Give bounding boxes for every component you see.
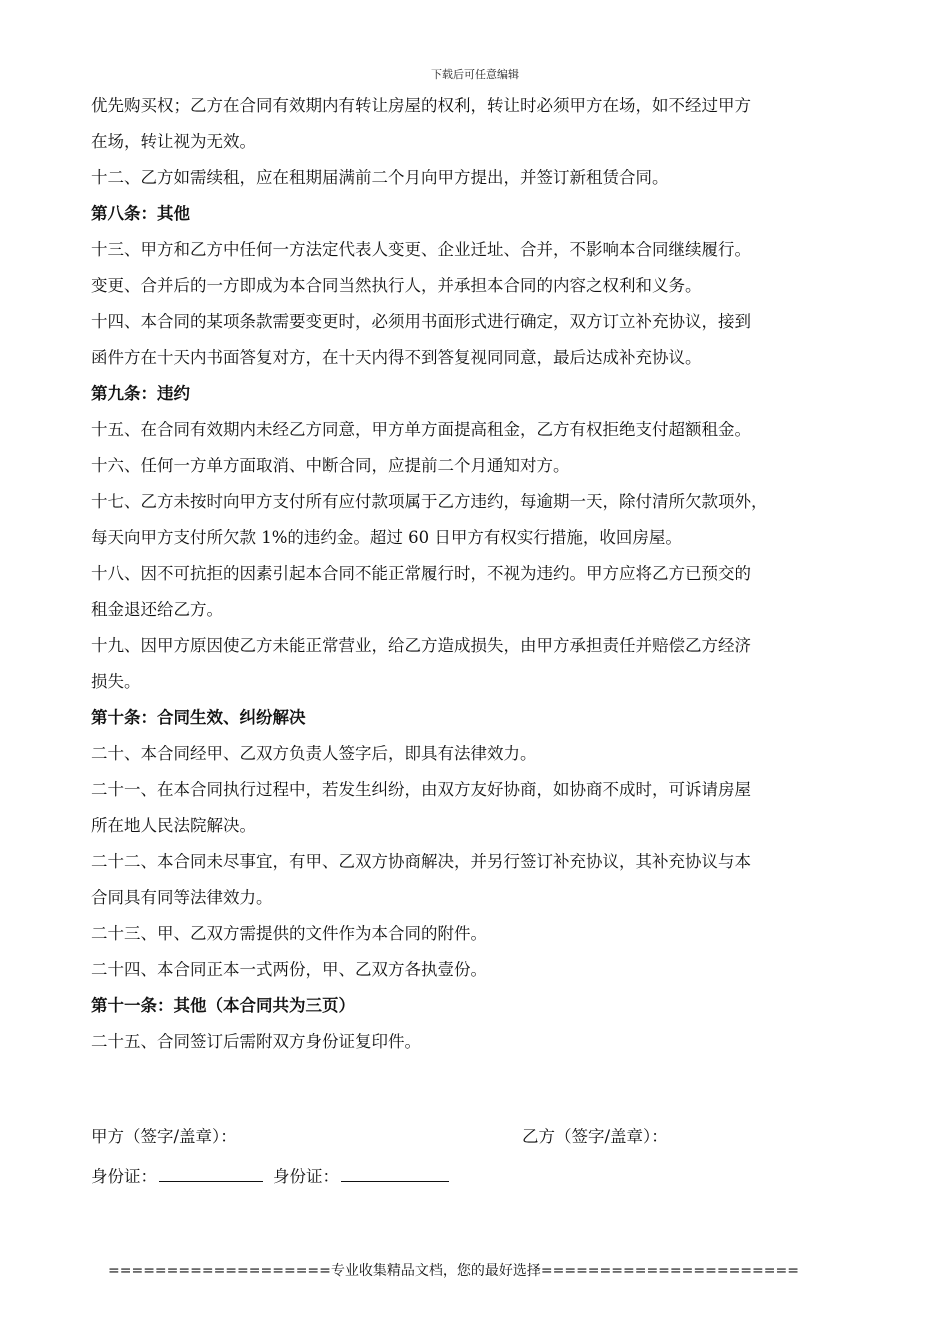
section-heading: 第十条：合同生效、纠纷解决 bbox=[91, 708, 306, 727]
clause-line: 合同具有同等法律效力。 bbox=[91, 888, 273, 907]
id-row bbox=[91, 1161, 459, 1187]
party-a-signature-label: 甲方（签字/盖章）： bbox=[91, 1127, 237, 1146]
id-blank-2 bbox=[341, 1161, 449, 1182]
id-blank-1 bbox=[159, 1161, 263, 1182]
clause-line: 十二、乙方如需续租，应在租期届满前二个月向甲方提出，并签订新租赁合同。 bbox=[91, 168, 669, 187]
page-footer: ===================专业收集精品文档，您的最好选择====================== bbox=[108, 1263, 799, 1279]
id-label-2: 身份证： bbox=[273, 1167, 339, 1186]
clause-line: 函件方在十天内书面答复对方，在十天内得不到答复视同同意，最后达成补充协议。 bbox=[91, 348, 702, 367]
clause-line: 十五、在合同有效期内未经乙方同意，甲方单方面提高租金，乙方有权拒绝支付超额租金。 bbox=[91, 420, 751, 439]
clause-line: 变更、合并后的一方即成为本合同当然执行人，并承担本合同的内容之权利和义务。 bbox=[91, 276, 702, 295]
id-label-1: 身份证： bbox=[91, 1167, 157, 1186]
clause-line: 所在地人民法院解决。 bbox=[91, 816, 256, 835]
clause-line: 十六、任何一方单方面取消、中断合同，应提前二个月通知对方。 bbox=[91, 456, 570, 475]
clause-line: 十七、乙方未按时向甲方支付所有应付款项属于乙方违约，每逾期一天，除付清所欠款项外， bbox=[91, 492, 768, 511]
clause-line: 十四、本合同的某项条款需要变更时，必须用书面形式进行确定，双方订立补充协议，接到 bbox=[91, 312, 751, 331]
clause-line: 每天向甲方支付所欠款 1%的违约金。超过 60 日甲方有权实行措施，收回房屋。 bbox=[91, 528, 682, 547]
clause-line: 二十三、甲、乙双方需提供的文件作为本合同的附件。 bbox=[91, 924, 487, 943]
clause-line: 租金退还给乙方。 bbox=[91, 600, 223, 619]
page-header: 下载后可任意编辑 bbox=[431, 68, 519, 81]
clause-line: 十三、甲方和乙方中任何一方法定代表人变更、企业迁址、合并，不影响本合同继续履行。 bbox=[91, 240, 751, 259]
clause-line: 二十五、合同签订后需附双方身份证复印件。 bbox=[91, 1032, 421, 1051]
section-heading: 第八条：其他 bbox=[91, 204, 190, 223]
clause-line: 十八、因不可抗拒的因素引起本合同不能正常履行时，不视为违约。甲方应将乙方已预交的 bbox=[91, 564, 751, 583]
clause-line: 十九、因甲方原因使乙方未能正常营业，给乙方造成损失，由甲方承担责任并赔偿乙方经济 bbox=[91, 636, 751, 655]
contract-body bbox=[91, 88, 871, 1060]
signature-row bbox=[91, 1123, 871, 1153]
clause-line: 在场，转让视为无效。 bbox=[91, 132, 256, 151]
clause-line: 二十二、本合同未尽事宜，有甲、乙双方协商解决，并另行签订补充协议，其补充协议与本 bbox=[91, 852, 751, 871]
clause-line: 损失。 bbox=[91, 672, 141, 691]
clause-line: 二十四、本合同正本一式两份，甲、乙双方各执壹份。 bbox=[91, 960, 487, 979]
party-b-signature-label: 乙方（签字/盖章）： bbox=[522, 1127, 668, 1146]
clause-line: 二十一、在本合同执行过程中，若发生纠纷，由双方友好协商，如协商不成时，可诉请房屋 bbox=[91, 780, 751, 799]
section-heading: 第十一条：其他（本合同共为三页） bbox=[91, 996, 355, 1015]
clause-line: 二十、本合同经甲、乙双方负责人签字后，即具有法律效力。 bbox=[91, 744, 537, 763]
section-heading: 第九条：违约 bbox=[91, 384, 190, 403]
clause-line: 优先购买权；乙方在合同有效期内有转让房屋的权利，转让时必须甲方在场，如不经过甲方 bbox=[91, 96, 751, 115]
